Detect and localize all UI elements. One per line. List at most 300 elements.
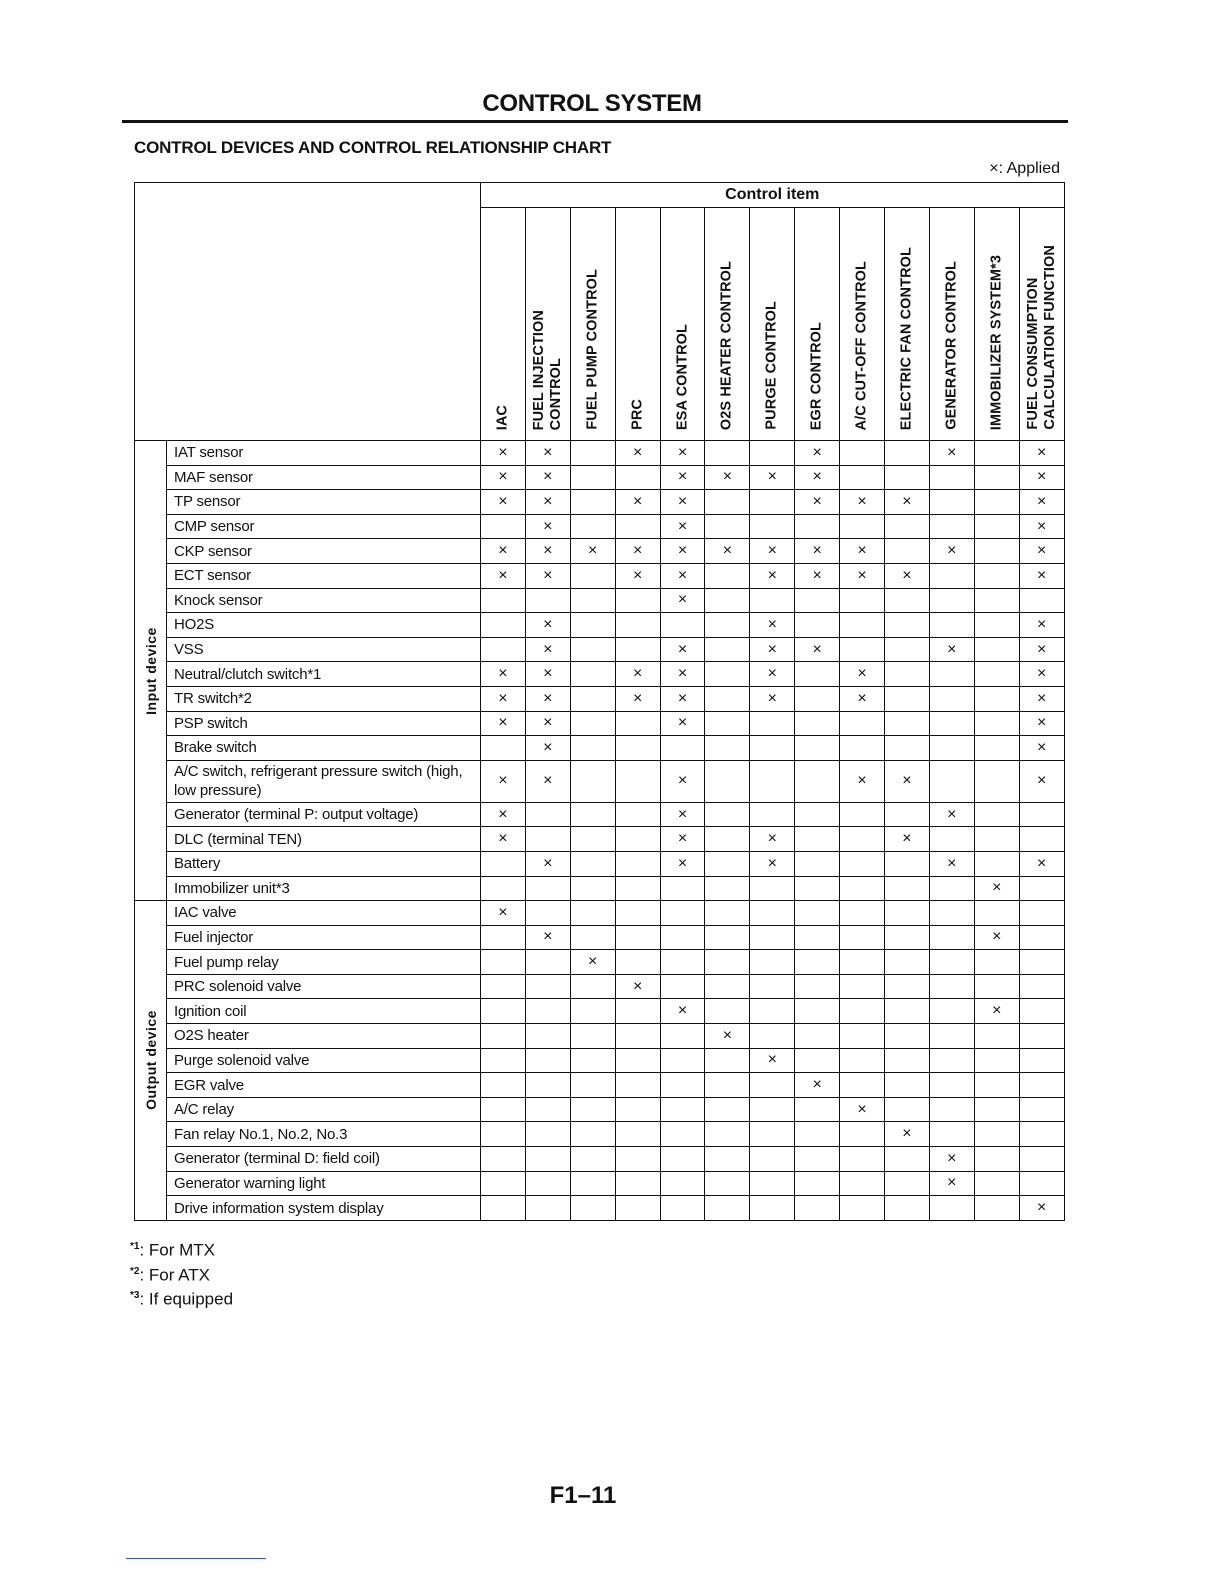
applied-mark: × xyxy=(525,662,570,687)
empty-cell xyxy=(525,1122,570,1147)
empty-cell xyxy=(1019,1097,1064,1122)
empty-cell xyxy=(615,1147,660,1172)
table-row xyxy=(135,465,1065,490)
footnote-mark: *3 xyxy=(130,1290,140,1302)
empty-cell xyxy=(750,999,795,1024)
empty-cell xyxy=(974,802,1019,827)
applied-mark: × xyxy=(481,490,526,515)
applied-mark: × xyxy=(974,999,1019,1024)
column-header xyxy=(750,208,795,441)
empty-cell xyxy=(974,901,1019,926)
control-relationship-table xyxy=(134,182,1065,1221)
empty-cell xyxy=(885,1196,930,1221)
table-row xyxy=(135,760,1065,802)
empty-cell xyxy=(481,1196,526,1221)
empty-cell xyxy=(705,1147,750,1172)
empty-cell xyxy=(615,1171,660,1196)
empty-cell xyxy=(885,1024,930,1049)
applied-mark: × xyxy=(660,827,705,852)
applied-mark: × xyxy=(750,539,795,564)
empty-cell xyxy=(885,851,930,876)
empty-cell xyxy=(615,827,660,852)
empty-cell xyxy=(840,514,885,539)
device-name: IAC valve xyxy=(167,901,481,926)
table-row xyxy=(135,999,1065,1024)
empty-cell xyxy=(840,736,885,761)
applied-mark: × xyxy=(660,999,705,1024)
applied-mark: × xyxy=(615,662,660,687)
device-name: Purge solenoid valve xyxy=(167,1048,481,1073)
table-row xyxy=(135,686,1065,711)
empty-cell xyxy=(570,637,615,662)
empty-cell xyxy=(705,613,750,638)
applied-mark: × xyxy=(795,637,840,662)
empty-cell xyxy=(840,441,885,466)
empty-cell xyxy=(481,1048,526,1073)
applied-mark: × xyxy=(974,876,1019,901)
applied-mark: × xyxy=(929,1147,974,1172)
empty-cell xyxy=(481,1122,526,1147)
empty-cell xyxy=(750,1196,795,1221)
empty-cell xyxy=(660,1073,705,1098)
empty-cell xyxy=(705,802,750,827)
empty-cell xyxy=(974,974,1019,999)
empty-cell xyxy=(481,514,526,539)
empty-cell xyxy=(795,1024,840,1049)
empty-cell xyxy=(750,1122,795,1147)
empty-cell xyxy=(885,925,930,950)
empty-cell xyxy=(570,1097,615,1122)
applied-mark: × xyxy=(525,925,570,950)
empty-cell xyxy=(1019,999,1064,1024)
empty-cell xyxy=(974,851,1019,876)
empty-cell xyxy=(525,827,570,852)
empty-cell xyxy=(929,999,974,1024)
empty-cell xyxy=(705,1122,750,1147)
column-header-label: O2S HEATER CONTROL xyxy=(718,260,735,430)
applied-mark: × xyxy=(795,465,840,490)
empty-cell xyxy=(795,1048,840,1073)
empty-cell xyxy=(705,1171,750,1196)
applied-mark: × xyxy=(481,662,526,687)
applied-mark: × xyxy=(660,802,705,827)
empty-cell xyxy=(481,1097,526,1122)
footnote-text: : If equipped xyxy=(139,1289,234,1309)
empty-cell xyxy=(840,827,885,852)
column-header-label: FUEL INJECTION CONTROL xyxy=(530,309,564,430)
empty-cell xyxy=(885,465,930,490)
device-name: Fuel injector xyxy=(167,925,481,950)
empty-cell xyxy=(929,613,974,638)
empty-cell xyxy=(705,974,750,999)
applied-mark: × xyxy=(525,711,570,736)
empty-cell xyxy=(974,588,1019,613)
empty-cell xyxy=(974,1024,1019,1049)
empty-cell xyxy=(570,851,615,876)
device-name: IAT sensor xyxy=(167,441,481,466)
empty-cell xyxy=(885,588,930,613)
empty-cell xyxy=(750,490,795,515)
empty-cell xyxy=(570,802,615,827)
applied-mark: × xyxy=(1019,711,1064,736)
empty-cell xyxy=(570,760,615,802)
empty-cell xyxy=(840,974,885,999)
page-number: F1–11 xyxy=(549,1482,617,1509)
empty-cell xyxy=(1019,588,1064,613)
empty-cell xyxy=(481,613,526,638)
table-row xyxy=(135,901,1065,926)
empty-cell xyxy=(885,1171,930,1196)
device-name: Battery xyxy=(167,851,481,876)
device-group-label: Input device xyxy=(142,626,159,715)
empty-cell xyxy=(1019,925,1064,950)
empty-cell xyxy=(795,588,840,613)
device-group-cell xyxy=(135,441,167,901)
empty-cell xyxy=(974,637,1019,662)
table-row xyxy=(135,1048,1065,1073)
column-header-label: FUEL PUMP CONTROL xyxy=(584,269,601,430)
device-name: Neutral/clutch switch*1 xyxy=(167,662,481,687)
applied-mark: × xyxy=(525,563,570,588)
empty-cell xyxy=(750,1171,795,1196)
empty-cell xyxy=(750,901,795,926)
empty-cell xyxy=(705,1196,750,1221)
empty-cell xyxy=(795,613,840,638)
empty-cell xyxy=(840,613,885,638)
applied-mark: × xyxy=(929,802,974,827)
applied-mark: × xyxy=(481,901,526,926)
empty-cell xyxy=(795,736,840,761)
device-name: Generator (terminal D: field coil) xyxy=(167,1147,481,1172)
empty-cell xyxy=(840,999,885,1024)
empty-cell xyxy=(974,736,1019,761)
device-name: EGR valve xyxy=(167,1073,481,1098)
empty-cell xyxy=(481,736,526,761)
applied-mark: × xyxy=(525,760,570,802)
empty-cell xyxy=(750,1097,795,1122)
empty-cell xyxy=(705,1097,750,1122)
empty-cell xyxy=(1019,802,1064,827)
empty-cell xyxy=(840,925,885,950)
empty-cell xyxy=(1019,1171,1064,1196)
table-row xyxy=(135,1122,1065,1147)
applied-mark: × xyxy=(660,514,705,539)
section-heading: CONTROL DEVICES AND CONTROL RELATIONSHIP CHART xyxy=(134,138,612,157)
applied-mark: × xyxy=(481,802,526,827)
device-name: Generator (terminal P: output voltage) xyxy=(167,802,481,827)
applied-mark: × xyxy=(1019,662,1064,687)
empty-cell xyxy=(885,686,930,711)
legend: ×: Applied xyxy=(989,160,1060,177)
bottom-rule xyxy=(126,1558,266,1559)
empty-cell xyxy=(615,876,660,901)
empty-cell xyxy=(795,711,840,736)
empty-cell xyxy=(481,1171,526,1196)
empty-cell xyxy=(840,851,885,876)
empty-cell xyxy=(705,760,750,802)
table-row xyxy=(135,711,1065,736)
empty-cell xyxy=(929,1048,974,1073)
column-header xyxy=(795,208,840,441)
empty-cell xyxy=(840,901,885,926)
empty-cell xyxy=(615,588,660,613)
empty-cell xyxy=(705,999,750,1024)
applied-mark: × xyxy=(525,514,570,539)
device-name: Generator warning light xyxy=(167,1171,481,1196)
empty-cell xyxy=(750,1024,795,1049)
empty-cell xyxy=(525,1097,570,1122)
table-row xyxy=(135,851,1065,876)
empty-cell xyxy=(570,827,615,852)
applied-mark: × xyxy=(1019,851,1064,876)
control-item-header: Control item xyxy=(481,183,1065,208)
empty-cell xyxy=(929,1122,974,1147)
empty-cell xyxy=(481,974,526,999)
applied-mark: × xyxy=(750,563,795,588)
applied-mark: × xyxy=(929,851,974,876)
empty-cell xyxy=(750,876,795,901)
applied-mark: × xyxy=(615,974,660,999)
applied-mark: × xyxy=(481,827,526,852)
footnote-mark: *2 xyxy=(130,1265,140,1277)
empty-cell xyxy=(974,950,1019,975)
empty-cell xyxy=(929,736,974,761)
empty-cell xyxy=(840,465,885,490)
empty-cell xyxy=(481,1073,526,1098)
empty-cell xyxy=(840,711,885,736)
empty-cell xyxy=(929,588,974,613)
empty-cell xyxy=(1019,950,1064,975)
applied-mark: × xyxy=(885,760,930,802)
empty-cell xyxy=(929,876,974,901)
column-header-label: IMMOBILIZER SYSTEM*3 xyxy=(988,254,1005,430)
empty-cell xyxy=(615,465,660,490)
empty-cell xyxy=(1019,1122,1064,1147)
empty-cell xyxy=(615,1073,660,1098)
device-name: Fan relay No.1, No.2, No.3 xyxy=(167,1122,481,1147)
device-name: MAF sensor xyxy=(167,465,481,490)
empty-cell xyxy=(481,851,526,876)
empty-cell xyxy=(885,1097,930,1122)
empty-cell xyxy=(974,686,1019,711)
empty-cell xyxy=(615,1048,660,1073)
table-row xyxy=(135,950,1065,975)
empty-cell xyxy=(885,613,930,638)
applied-mark: × xyxy=(1019,465,1064,490)
device-name: PSP switch xyxy=(167,711,481,736)
empty-cell xyxy=(570,1122,615,1147)
empty-cell xyxy=(660,613,705,638)
applied-mark: × xyxy=(885,490,930,515)
empty-cell xyxy=(570,1196,615,1221)
applied-mark: × xyxy=(481,465,526,490)
empty-cell xyxy=(570,1048,615,1073)
device-name: PRC solenoid valve xyxy=(167,974,481,999)
applied-mark: × xyxy=(929,637,974,662)
empty-cell xyxy=(615,1097,660,1122)
empty-cell xyxy=(1019,1147,1064,1172)
table-row xyxy=(135,1196,1065,1221)
empty-cell xyxy=(570,1073,615,1098)
applied-mark: × xyxy=(525,465,570,490)
empty-cell xyxy=(974,441,1019,466)
empty-cell xyxy=(570,514,615,539)
empty-cell xyxy=(660,1196,705,1221)
empty-cell xyxy=(660,925,705,950)
empty-cell xyxy=(795,802,840,827)
empty-cell xyxy=(525,1196,570,1221)
table-row xyxy=(135,876,1065,901)
applied-mark: × xyxy=(615,563,660,588)
empty-cell xyxy=(615,736,660,761)
applied-mark: × xyxy=(885,827,930,852)
applied-mark: × xyxy=(1019,563,1064,588)
column-header-label: A/C CUT-OFF CONTROL xyxy=(853,260,870,430)
applied-mark: × xyxy=(750,827,795,852)
empty-cell xyxy=(660,1097,705,1122)
applied-mark: × xyxy=(885,1122,930,1147)
empty-cell xyxy=(929,563,974,588)
applied-mark: × xyxy=(840,539,885,564)
table-row xyxy=(135,827,1065,852)
column-header-label: ESA CONTROL xyxy=(674,323,690,430)
empty-cell xyxy=(615,760,660,802)
empty-cell xyxy=(615,1122,660,1147)
applied-mark: × xyxy=(840,662,885,687)
applied-mark: × xyxy=(660,686,705,711)
column-header xyxy=(705,208,750,441)
empty-cell xyxy=(481,876,526,901)
device-name: TR switch*2 xyxy=(167,686,481,711)
applied-mark: × xyxy=(660,490,705,515)
empty-cell xyxy=(974,465,1019,490)
empty-cell xyxy=(615,1024,660,1049)
empty-cell xyxy=(481,950,526,975)
device-name: VSS xyxy=(167,637,481,662)
empty-cell xyxy=(481,925,526,950)
empty-cell xyxy=(795,827,840,852)
empty-cell xyxy=(885,876,930,901)
empty-cell xyxy=(570,441,615,466)
empty-cell xyxy=(885,441,930,466)
empty-cell xyxy=(705,851,750,876)
empty-cell xyxy=(750,1147,795,1172)
empty-cell xyxy=(840,1196,885,1221)
empty-cell xyxy=(840,1147,885,1172)
empty-cell xyxy=(974,1147,1019,1172)
empty-cell xyxy=(705,827,750,852)
empty-cell xyxy=(705,441,750,466)
applied-mark: × xyxy=(795,1073,840,1098)
empty-cell xyxy=(929,974,974,999)
empty-cell xyxy=(660,1171,705,1196)
empty-cell xyxy=(615,1196,660,1221)
applied-mark: × xyxy=(525,539,570,564)
table-row xyxy=(135,1171,1065,1196)
empty-cell xyxy=(660,901,705,926)
table-row xyxy=(135,637,1065,662)
empty-cell xyxy=(705,950,750,975)
empty-cell xyxy=(615,802,660,827)
empty-cell xyxy=(570,925,615,950)
empty-cell xyxy=(615,925,660,950)
empty-cell xyxy=(795,974,840,999)
empty-cell xyxy=(974,1073,1019,1098)
empty-cell xyxy=(481,588,526,613)
empty-cell xyxy=(795,876,840,901)
empty-cell xyxy=(795,514,840,539)
empty-cell xyxy=(570,662,615,687)
empty-cell xyxy=(795,686,840,711)
empty-cell xyxy=(795,1097,840,1122)
device-group-cell xyxy=(135,901,167,1221)
applied-mark: × xyxy=(840,563,885,588)
empty-cell xyxy=(885,802,930,827)
applied-mark: × xyxy=(929,539,974,564)
empty-cell xyxy=(974,760,1019,802)
column-header-label: PRC xyxy=(629,399,646,430)
empty-cell xyxy=(570,876,615,901)
empty-cell xyxy=(929,827,974,852)
empty-cell xyxy=(525,588,570,613)
applied-mark: × xyxy=(1019,441,1064,466)
footnote-text: : For MTX xyxy=(139,1240,216,1260)
empty-cell xyxy=(525,802,570,827)
empty-cell xyxy=(929,950,974,975)
empty-cell xyxy=(570,613,615,638)
empty-cell xyxy=(481,637,526,662)
device-name: Ignition coil xyxy=(167,999,481,1024)
empty-cell xyxy=(795,1147,840,1172)
empty-cell xyxy=(795,925,840,950)
empty-cell xyxy=(525,1147,570,1172)
empty-cell xyxy=(615,637,660,662)
applied-mark: × xyxy=(1019,736,1064,761)
empty-cell xyxy=(660,736,705,761)
empty-cell xyxy=(840,802,885,827)
applied-mark: × xyxy=(795,563,840,588)
table-row xyxy=(135,925,1065,950)
empty-cell xyxy=(974,613,1019,638)
applied-mark: × xyxy=(570,950,615,975)
table-row xyxy=(135,588,1065,613)
empty-cell xyxy=(705,490,750,515)
applied-mark: × xyxy=(660,539,705,564)
column-header xyxy=(570,208,615,441)
empty-cell xyxy=(929,1024,974,1049)
empty-cell xyxy=(570,974,615,999)
empty-cell xyxy=(570,736,615,761)
footnote-text: : For ATX xyxy=(139,1265,210,1285)
applied-mark: × xyxy=(660,760,705,802)
empty-cell xyxy=(885,662,930,687)
applied-mark: × xyxy=(615,490,660,515)
table-row xyxy=(135,490,1065,515)
empty-cell xyxy=(929,465,974,490)
column-header xyxy=(974,208,1019,441)
applied-mark: × xyxy=(615,539,660,564)
empty-cell xyxy=(570,999,615,1024)
empty-cell xyxy=(570,563,615,588)
empty-cell xyxy=(840,1048,885,1073)
empty-cell xyxy=(974,1171,1019,1196)
empty-cell xyxy=(795,1196,840,1221)
empty-cell xyxy=(481,1024,526,1049)
empty-cell xyxy=(660,1048,705,1073)
empty-cell xyxy=(840,876,885,901)
empty-cell xyxy=(705,563,750,588)
empty-cell xyxy=(885,950,930,975)
